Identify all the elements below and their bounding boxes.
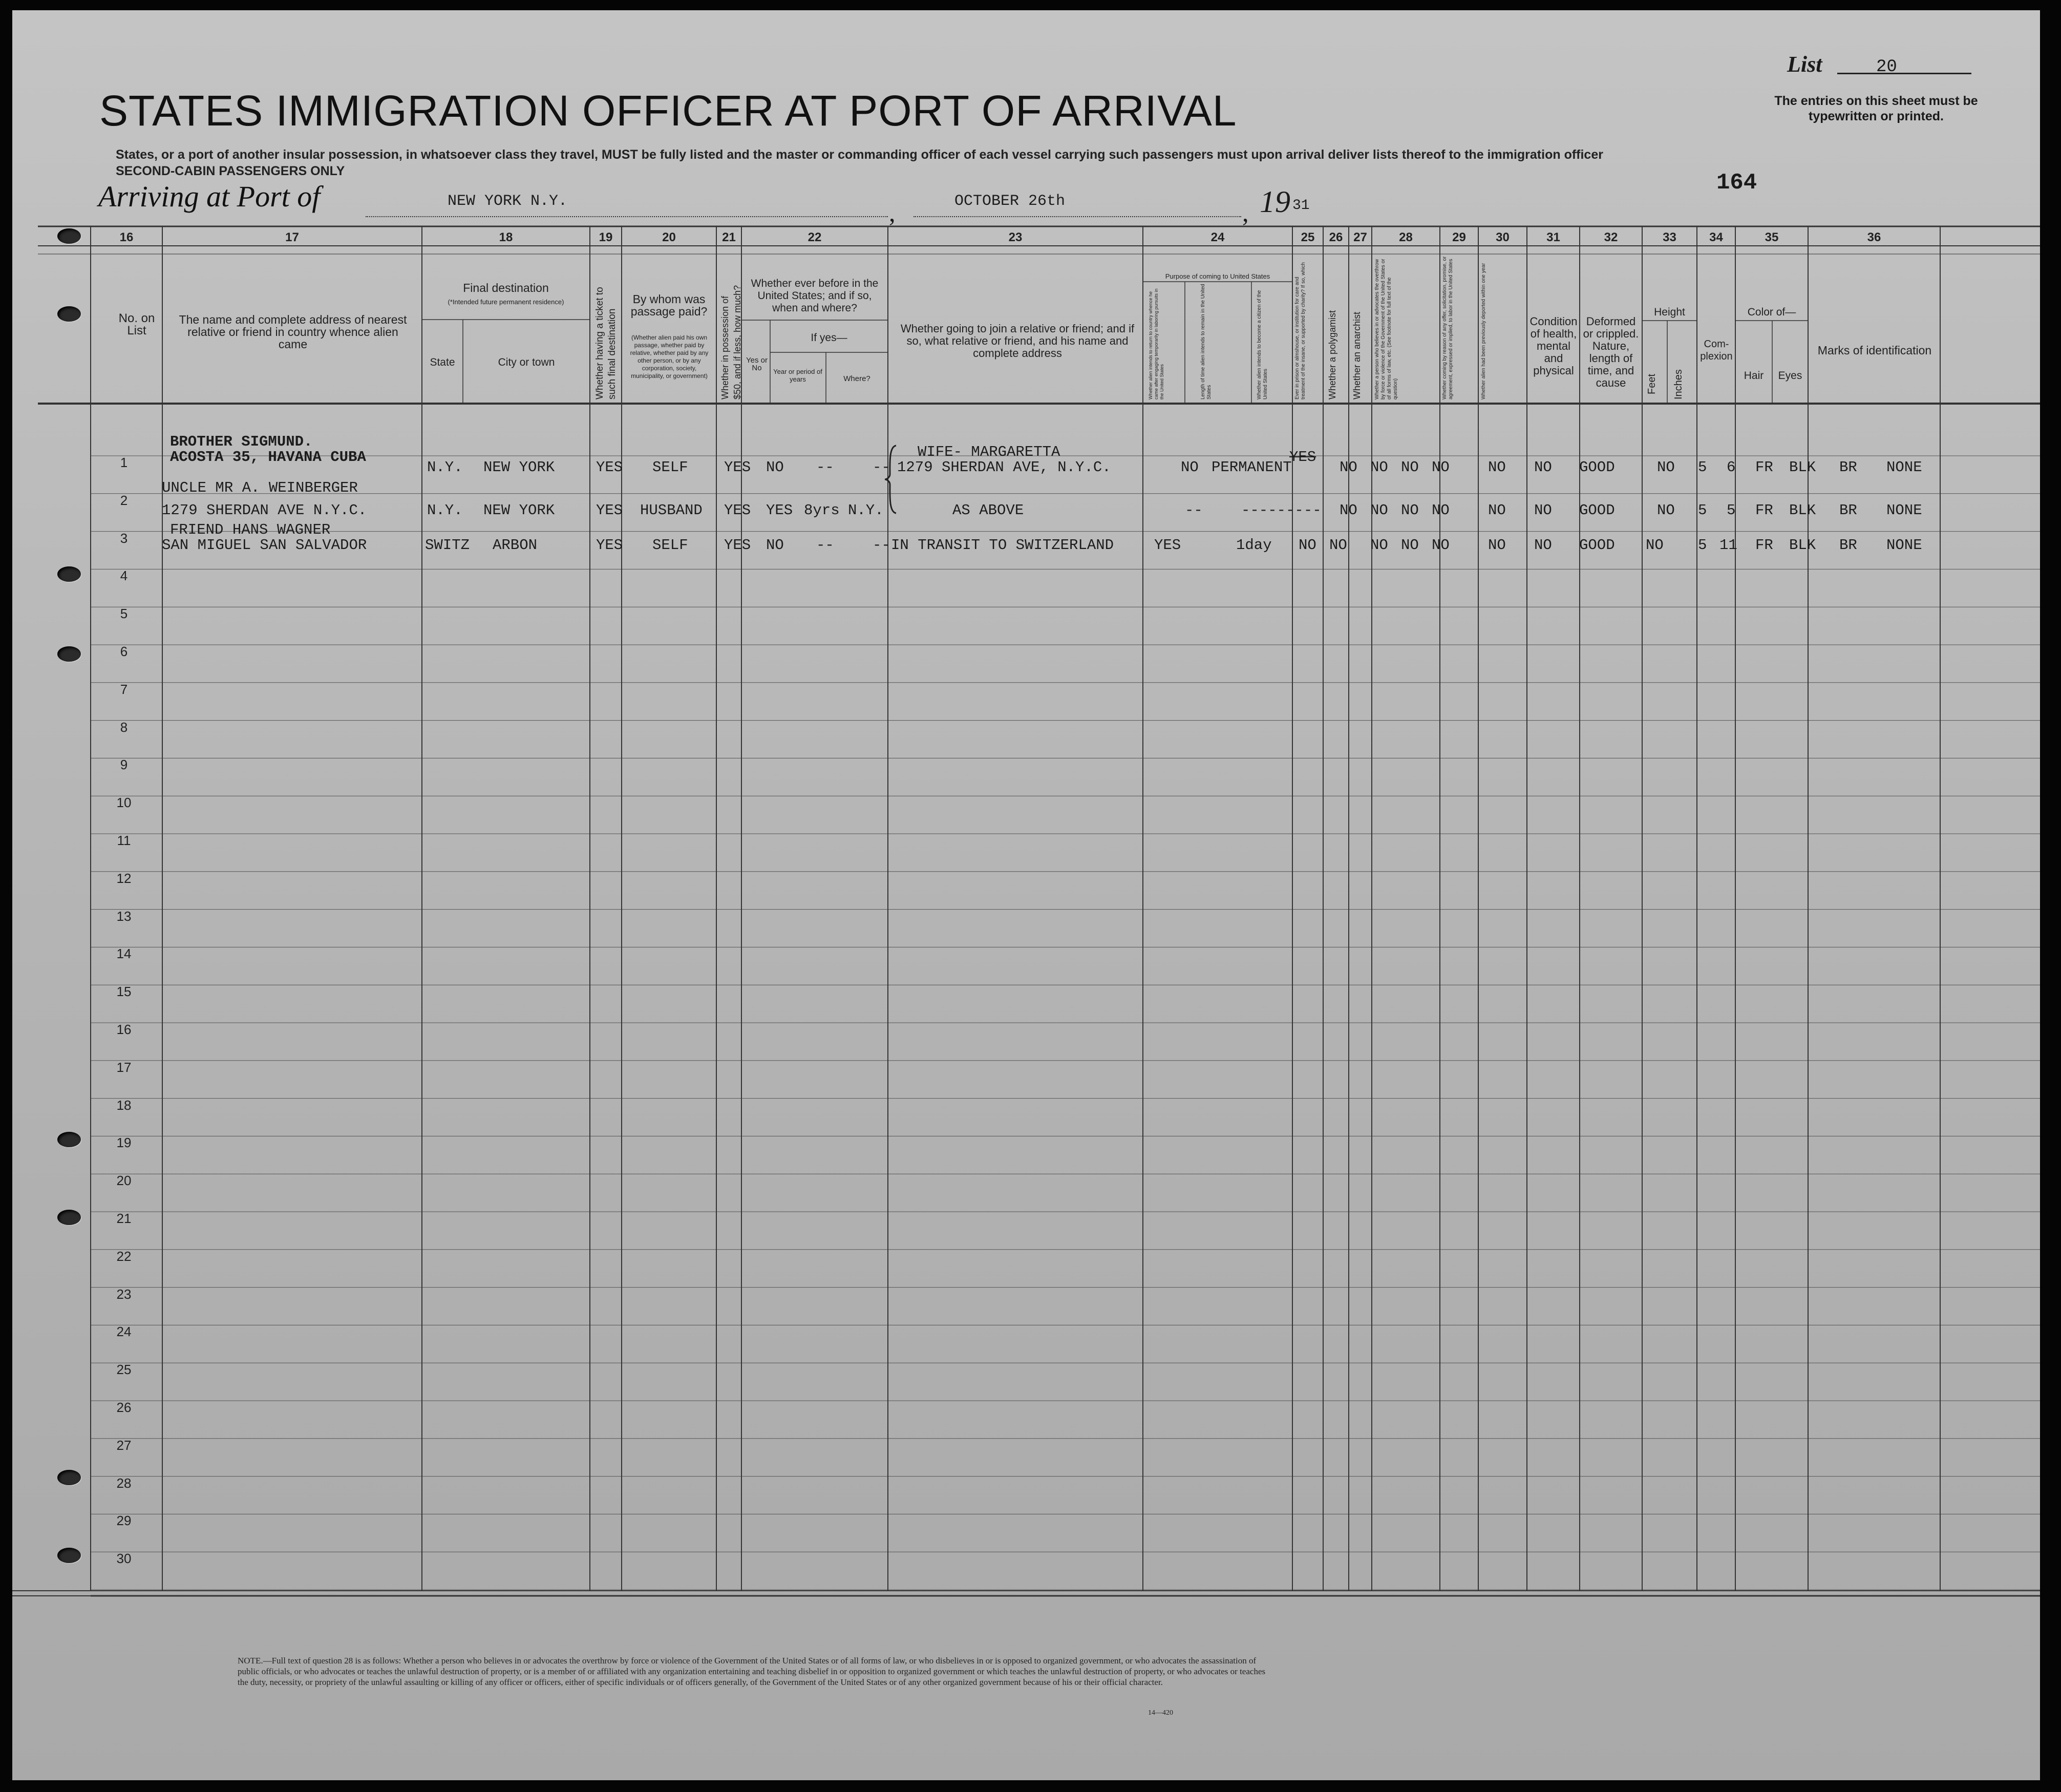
row-number: 14 <box>116 946 132 962</box>
colnum-22: 22 <box>808 230 822 244</box>
row1-ticket: YES <box>596 459 623 476</box>
row2-anarchist: NO <box>1401 502 1419 519</box>
row-number: 16 <box>116 1022 132 1037</box>
row1-purpose-citizen: YES <box>1289 449 1316 466</box>
colnum-28: 28 <box>1399 230 1413 244</box>
colnum-34: 34 <box>1709 230 1723 244</box>
row-number: 13 <box>116 908 132 924</box>
row2-state: N.Y. <box>427 502 463 519</box>
comma-mark: , <box>1242 198 1249 227</box>
row3-purpose-citizen: NO <box>1299 537 1316 554</box>
colnum-18: 18 <box>499 230 513 244</box>
row2-join-line1: AS ABOVE <box>952 502 1024 519</box>
brace-mark <box>883 444 898 515</box>
row-number: 20 <box>116 1173 132 1189</box>
header-ever-before: Whether ever before in the United States; and if so, when and where? <box>751 278 879 314</box>
colnum-23: 23 <box>1008 230 1023 244</box>
year-prefix: 19 <box>1260 185 1290 219</box>
header-feet: Feet <box>1646 373 1658 394</box>
row3-inches: 11 <box>1719 537 1737 554</box>
row2-question-28: NO <box>1432 502 1450 519</box>
row-number: 6 <box>120 644 128 659</box>
header-height: Height <box>1654 306 1685 318</box>
row3-hair: BLK <box>1789 537 1816 554</box>
header-city: City or town <box>498 356 555 368</box>
header-question-28: Whether a person who believes in or advocates the overthrow by force or violence of the Government of the United States or of all forms of law, etc. (See footnote for full text of the question) <box>1374 259 1398 399</box>
colnum-17: 17 <box>285 230 299 244</box>
row-number: 3 <box>120 530 128 546</box>
header-health: Condition of health, mental and physical <box>1529 315 1578 377</box>
row2-relative-line2: 1279 SHERDAN AVE N.Y.C. <box>162 502 367 519</box>
row2-where: N.Y. <box>848 502 884 519</box>
row-number: 29 <box>116 1513 132 1529</box>
row3-polygamist: NO <box>1370 537 1388 554</box>
header-purpose: Purpose of coming to United States <box>1165 272 1270 280</box>
binder-hole <box>57 1210 81 1225</box>
row1-feet: 5 <box>1698 459 1707 476</box>
manifest-sheet <box>12 10 2040 1780</box>
row1-relative-line1: BROTHER SIGMUND. <box>170 433 313 450</box>
row1-deported: NO <box>1534 459 1552 476</box>
row1-prison: NO <box>1340 459 1357 476</box>
colnum-21: 21 <box>722 230 736 244</box>
row3-complexion: FR <box>1755 537 1773 554</box>
row1-join-line1: WIFE- MARGARETTA <box>918 444 1060 460</box>
row2-city: NEW YORK <box>483 502 555 519</box>
colnum-16: 16 <box>119 230 134 244</box>
row3-question-28: NO <box>1432 537 1450 554</box>
row1-anarchist: NO <box>1401 459 1419 476</box>
header-eyes: Eyes <box>1778 370 1802 382</box>
row1-eyes: BR <box>1839 459 1857 476</box>
binder-hole <box>57 1470 81 1485</box>
header-passage-paid: By whom was passage paid? <box>630 292 708 318</box>
row3-paid-by: SELF <box>652 537 688 554</box>
date-value: OCTOBER 26th <box>954 193 1066 210</box>
row3-state: SWITZ <box>425 537 470 554</box>
row3-health: GOOD <box>1579 537 1615 554</box>
row-number: 18 <box>116 1097 132 1113</box>
row3-marks: NONE <box>1886 537 1922 554</box>
row1-deformed: NO <box>1657 459 1675 476</box>
row2-years: 8yrs <box>804 502 840 519</box>
header-hair: Hair <box>1744 370 1764 382</box>
row-number: 28 <box>116 1475 132 1491</box>
row1-question-29: NO <box>1488 459 1506 476</box>
header-anarchist: Whether an anarchist <box>1352 311 1362 399</box>
row-number: 4 <box>120 568 128 584</box>
header-polygamist: Whether a polygamist <box>1327 310 1337 399</box>
row3-purpose-length: 1day <box>1236 537 1272 554</box>
row-number: 7 <box>120 681 128 697</box>
binder-hole <box>57 646 81 662</box>
row-number: 11 <box>117 833 131 848</box>
row2-eyes: BR <box>1839 502 1857 519</box>
row2-deported: NO <box>1534 502 1552 519</box>
row-number: 15 <box>116 984 132 1000</box>
row-number: 26 <box>116 1400 132 1415</box>
row3-anarchist: NO <box>1401 537 1419 554</box>
row2-marks: NONE <box>1886 502 1922 519</box>
row-number: 5 <box>120 606 128 622</box>
header-where: Where? <box>843 374 870 383</box>
colnum-36: 36 <box>1867 230 1881 244</box>
row1-where: -- <box>873 459 890 476</box>
colnum-32: 32 <box>1604 230 1618 244</box>
header-state: State <box>430 356 455 368</box>
row-number: 9 <box>120 757 128 773</box>
binder-hole <box>57 1548 81 1563</box>
row2-complexion: FR <box>1755 502 1773 519</box>
header-marks: Marks of identification <box>1817 344 1932 357</box>
row3-where: -- <box>873 537 890 554</box>
list-number: 20 <box>1876 57 1897 77</box>
colnum-35: 35 <box>1765 230 1779 244</box>
header-inches: Inches <box>1673 369 1684 399</box>
row1-purpose-return: NO <box>1181 459 1199 476</box>
header-nearest-relative: The name and complete address of nearest relative or friend in country whence alien came <box>179 313 407 351</box>
row2-feet: 5 <box>1698 502 1707 519</box>
row2-paid-by: HUSBAND <box>640 502 703 519</box>
binder-hole <box>57 306 81 322</box>
row-number: 21 <box>116 1211 132 1226</box>
header-no-on-list: No. on List <box>118 311 155 338</box>
row-number: 27 <box>116 1437 132 1453</box>
header-complexion: Com-plexion <box>1700 339 1733 362</box>
cabin-class: SECOND-CABIN PASSENGERS ONLY <box>116 164 345 178</box>
row1-marks: NONE <box>1886 459 1922 476</box>
header-question-29: Whether coming by reason of any offer, solicitation, promise, or agreement, expressed or implied, to labor in the United States <box>1442 256 1454 399</box>
colnum-20: 20 <box>662 230 676 244</box>
year-suffix: 31 <box>1292 198 1310 214</box>
row2-inches: 5 <box>1727 502 1736 519</box>
row2-fifty: YES <box>724 502 751 519</box>
header-purpose-citizen: Whether alien intends to become a citizen of the United States <box>1257 290 1268 399</box>
colnum-33: 33 <box>1663 230 1676 244</box>
preamble-text: States, or a port of another insular possession, in whatsoever class they travel, MUST be fully listed and the master or commanding officer of each vessel carrying such passengers must upon arrival deliver lists thereof to the immigration officer <box>116 147 1603 162</box>
row3-join-line1: IN TRANSIT TO SWITZERLAND <box>891 537 1114 554</box>
row2-polygamist: NO <box>1370 502 1388 519</box>
row2-health: GOOD <box>1579 502 1615 519</box>
list-label: List <box>1787 52 1822 77</box>
colnum-26: 26 <box>1329 230 1343 244</box>
header-ticket: Whether having a ticket to such final destination <box>594 287 618 399</box>
row-number: 23 <box>116 1286 132 1302</box>
colnum-25: 25 <box>1301 230 1315 244</box>
row1-hair: BLK <box>1789 459 1816 476</box>
row2-hair: BLK <box>1789 502 1816 519</box>
row-number: 12 <box>116 870 132 886</box>
row3-relative-line1: FRIEND HANS WAGNER <box>170 521 331 538</box>
row-number: 22 <box>116 1248 132 1264</box>
colnum-24: 24 <box>1210 230 1225 244</box>
header-purpose-return: Whether alien intends to return to country whence he came after engaging temporarily in laboring pursuits in the United States <box>1148 288 1164 399</box>
row3-deformed: NO <box>1646 537 1664 554</box>
row2-deformed: NO <box>1657 502 1675 519</box>
header-if-yes: If yes— <box>811 332 847 344</box>
header-yes-or-no: Yes or No <box>746 356 768 372</box>
arriving-label: Arriving at Port of <box>98 180 321 213</box>
row1-question-28: NO <box>1432 459 1450 476</box>
row2-relative-line1: UNCLE MR A. WEINBERGER <box>162 479 358 496</box>
header-deformed: Deformed or crippled. Nature, length of time, and cause <box>1583 315 1639 389</box>
row3-question-29: NO <box>1488 537 1506 554</box>
colnum-27: 27 <box>1353 230 1367 244</box>
row3-city: ARBON <box>493 537 538 554</box>
row1-inches: 6 <box>1727 459 1736 476</box>
form-number: 14—420 <box>1148 1709 1173 1717</box>
form-title: STATES IMMIGRATION OFFICER AT PORT OF ARRIVAL <box>99 87 1237 135</box>
colnum-29: 29 <box>1452 230 1466 244</box>
row-number: 1 <box>120 455 128 470</box>
row-number: 24 <box>116 1324 132 1340</box>
row-number: 8 <box>120 719 128 735</box>
row1-years: -- <box>816 459 834 476</box>
row1-relative-line2: ACOSTA 35, HAVANA CUBA <box>170 449 366 466</box>
row1-purpose-length: PERMANENT <box>1212 459 1292 476</box>
row3-years: -- <box>816 537 834 554</box>
row1-fifty: YES <box>724 459 751 476</box>
header-prison: Ever in prison or almshouse, or institution for care and treatment of the insane, or supported by charity? If so, which <box>1294 262 1306 399</box>
header-year-period: Year or period of years <box>773 368 822 383</box>
row3-deported: NO <box>1534 537 1552 554</box>
header-final-destination-note: (*Intended future permanent residence) <box>448 298 564 306</box>
row3-fifty: YES <box>724 537 751 554</box>
row3-relative-line2: SAN MIGUEL SAN SALVADOR <box>162 537 367 554</box>
row3-prison: NO <box>1329 537 1347 554</box>
row1-paid-by: SELF <box>652 459 688 476</box>
row2-ticket: YES <box>596 502 623 519</box>
row-number: 19 <box>116 1135 132 1151</box>
header-color-of: Color of— <box>1747 306 1796 318</box>
typewritten-notice: The entries on this sheet must be typewritten or printed. <box>1774 94 1978 123</box>
header-fifty-dollars: Whether in possession of $50, and if less, how much? <box>720 285 742 399</box>
row1-state: N.Y. <box>427 459 463 476</box>
sheet-number: 164 <box>1716 170 1757 196</box>
row2-question-29: NO <box>1488 502 1506 519</box>
header-purpose-length: Length of time alien intends to remain in the United States <box>1200 284 1212 399</box>
binder-hole <box>57 566 81 582</box>
header-deported: Whether alien had been previously deported within one year <box>1481 263 1486 399</box>
header-passage-paid-note: (Whether alien paid his own passage, whether paid by relative, whether paid by any other person, or by any corporation, society, municipality, or government) <box>630 334 709 380</box>
row-number: 25 <box>116 1362 132 1378</box>
row-number: 10 <box>116 795 132 811</box>
row-number: 30 <box>116 1551 132 1567</box>
row1-city: NEW YORK <box>483 459 555 476</box>
row1-ever-before: NO <box>766 459 784 476</box>
row1-polygamist: NO <box>1370 459 1388 476</box>
row1-complexion: FR <box>1755 459 1773 476</box>
colnum-30: 30 <box>1496 230 1510 244</box>
binder-hole <box>57 228 81 244</box>
row2-prison: NO <box>1340 502 1357 519</box>
row2-purpose-length: --------- <box>1241 502 1322 519</box>
row-number: 2 <box>120 492 128 508</box>
table-grid <box>12 10 2040 1780</box>
row2-purpose-return: -- <box>1185 502 1203 519</box>
colnum-19: 19 <box>599 230 613 244</box>
port-value: NEW YORK N.Y. <box>448 193 568 210</box>
row2-ever-before: YES <box>766 502 793 519</box>
row3-ever-before: NO <box>766 537 784 554</box>
header-final-destination: Final destination <box>463 281 549 294</box>
row3-feet: 5 <box>1698 537 1707 554</box>
footnote: NOTE.—Full text of question 28 is as follows: Whether a person who believes in or advocates the overthrow by force or violence of the Government of the United States or of all forms of law, or who disbelieves in or is opposed to organized government, or who advocates the assassination of public officials, or who advocates or teaches the unlawful destruction of property, or is a member of or affiliated with any organization entertaining and teaching disbelief in or opposition to organized government or which teaches the unlawful destruction of property, or who advocates or teaches the duty, necessity, or propriety of the unlawful assaulting or killing of any officer or officers, either of specific individuals or of officers generally, of the Government of the United States or of any other organized government because of his or their official character. <box>238 1656 1266 1687</box>
row3-ticket: YES <box>596 537 623 554</box>
row3-eyes: BR <box>1839 537 1857 554</box>
comma-mark: , <box>889 198 896 227</box>
header-join-relative: Whether going to join a relative or friend; and if so, what relative or friend, and his name and complete address <box>900 322 1135 360</box>
row1-health: GOOD <box>1579 459 1615 476</box>
row3-purpose-return: YES <box>1154 537 1181 554</box>
binder-hole <box>57 1132 81 1147</box>
row1-join-line2: 1279 SHERDAN AVE, N.Y.C. <box>897 459 1111 476</box>
colnum-31: 31 <box>1546 230 1560 244</box>
row-number: 17 <box>116 1059 132 1075</box>
